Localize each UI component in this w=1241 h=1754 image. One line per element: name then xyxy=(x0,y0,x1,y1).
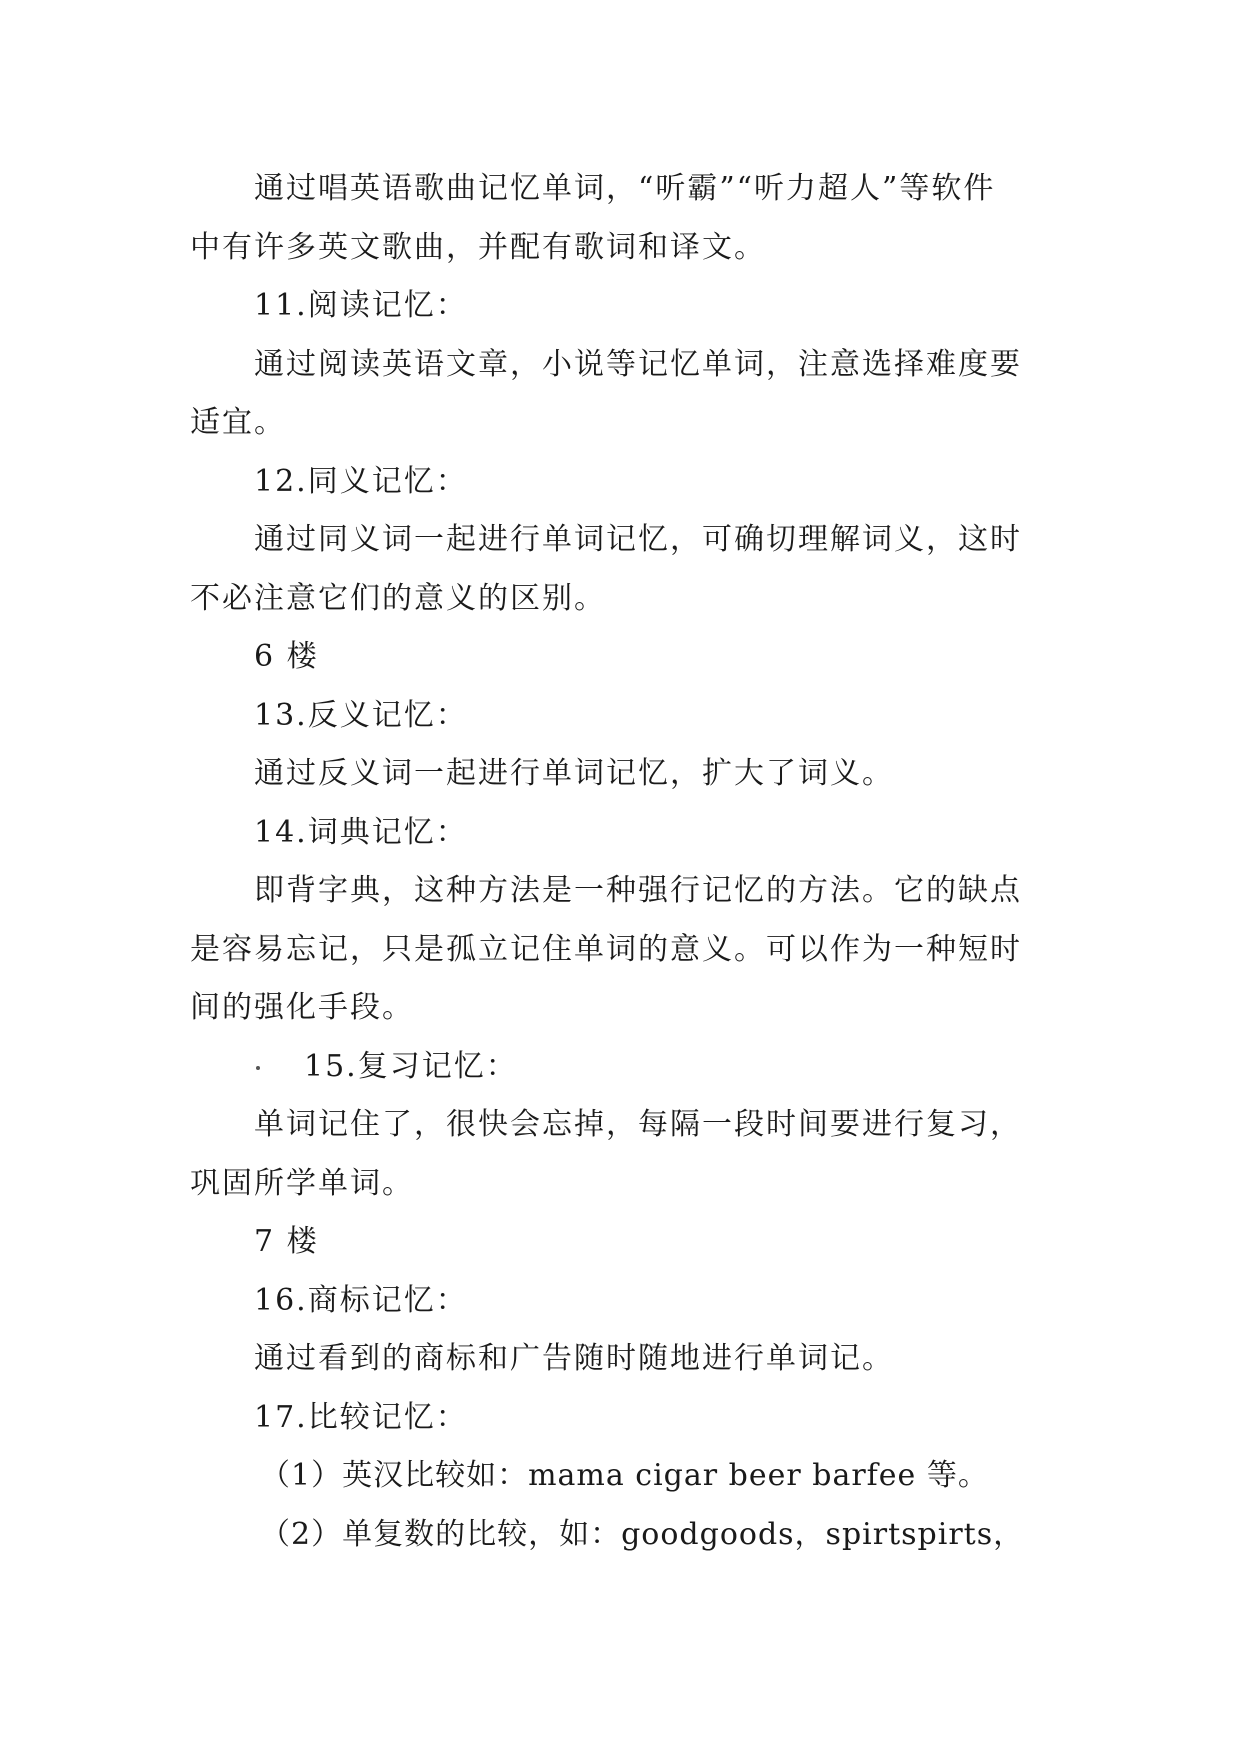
list-item: （2）单复数的比较，如：goodgoods，spirtspirts， xyxy=(260,1516,1025,1552)
paragraph-line: 通过阅读英语文章，小说等记忆单词，注意选择难度要 xyxy=(254,346,1022,382)
paragraph-line: 适宜。 xyxy=(190,405,286,440)
section-heading-text: 15.复习记忆： xyxy=(304,1048,518,1084)
section-heading: 12.同义记忆： xyxy=(254,463,468,499)
paragraph-line: 中有许多英文歌曲，并配有歌词和译文。 xyxy=(190,229,766,265)
paragraph-line: 通过看到的商标和广告随时随地进行单词记。 xyxy=(254,1341,894,1376)
floor-label: 7 楼 xyxy=(254,1224,319,1259)
section-heading: 17.比较记忆： xyxy=(254,1399,468,1435)
section-heading: 13.反义记忆： xyxy=(254,697,468,733)
paragraph-line: 通过唱英语歌曲记忆单词，“听霸”“听力超人”等软件 xyxy=(254,171,996,206)
paragraph-line: 通过同义词一起进行单词记忆，可确切理解词义，这时 xyxy=(254,522,1022,557)
section-heading: 16.商标记忆： xyxy=(254,1282,468,1318)
paragraph-line: 间的强化手段。 xyxy=(190,990,414,1025)
dot-mark-icon xyxy=(256,1066,260,1070)
paragraph-line: 通过反义词一起进行单词记忆，扩大了词义。 xyxy=(254,756,894,791)
paragraph-line: 单词记住了，很快会忘掉，每隔一段时间要进行复习， xyxy=(254,1107,1022,1142)
paragraph-line: 巩固所学单词。 xyxy=(190,1165,414,1201)
paragraph-line: 即背字典，这种方法是一种强行记忆的方法。它的缺点 xyxy=(254,873,1022,908)
section-heading: 11.阅读记忆： xyxy=(254,288,468,323)
section-heading: 14.词典记忆： xyxy=(254,814,468,850)
paragraph-line: 是容易忘记，只是孤立记住单词的意义。可以作为一种短时 xyxy=(190,931,1022,967)
paragraph-line: 不必注意它们的意义的区别。 xyxy=(190,580,606,616)
floor-label: 6 楼 xyxy=(254,639,319,674)
list-item: （1）英汉比较如：mama cigar beer barfee 等。 xyxy=(260,1458,989,1493)
section-heading-marked xyxy=(190,1038,1060,1097)
body-text xyxy=(190,160,1060,1564)
